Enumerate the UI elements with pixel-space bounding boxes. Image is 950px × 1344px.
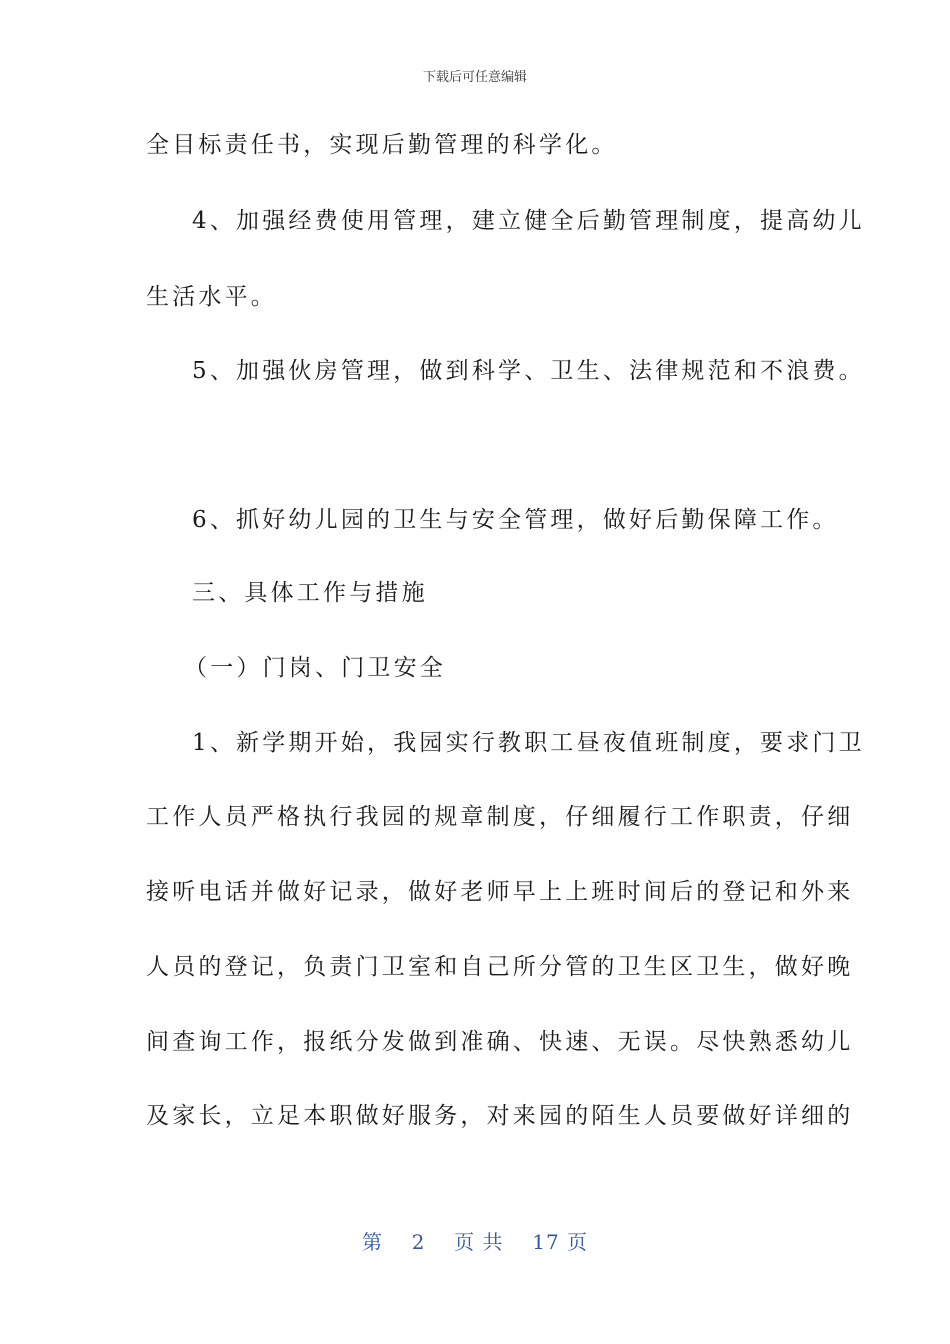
footer-total-pages: 17	[532, 1230, 560, 1254]
body-line: 生活水平。	[146, 284, 277, 310]
body-line: 人员的登记，负责门卫室和自己所分管的卫生区卫生，做好晚	[146, 954, 854, 980]
page-header-note: 下载后可任意编辑	[422, 70, 527, 85]
page-number-footer	[0, 1226, 950, 1255]
body-line: 接听电话并做好记录，做好老师早上上班时间后的登记和外来	[146, 879, 854, 905]
section-heading: 三、具体工作与措施	[192, 580, 428, 606]
footer-current-page: 2	[411, 1230, 426, 1254]
body-line: 6、抓好幼儿园的卫生与安全管理，做好后勤保障工作。	[192, 507, 839, 533]
footer-suffix: 页	[567, 1230, 589, 1254]
body-line: 全目标责任书，实现后勤管理的科学化。	[146, 132, 618, 158]
footer-prefix: 第	[361, 1230, 383, 1254]
body-line: 1、新学期开始，我园实行教职工昼夜值班制度，要求门卫	[192, 730, 865, 756]
subsection-heading: （一）门岗、门卫安全	[184, 655, 446, 681]
body-line: 及家长，立足本职做好服务，对来园的陌生人员要做好详细的	[146, 1103, 854, 1129]
footer-middle: 页 共	[454, 1230, 504, 1254]
body-line: 间查询工作，报纸分发做到准确、快速、无误。尽快熟悉幼儿	[146, 1029, 854, 1055]
body-line: 5、加强伙房管理，做到科学、卫生、法律规范和不浪费。	[192, 358, 865, 384]
body-line: 4、加强经费使用管理，建立健全后勤管理制度，提高幼儿	[192, 208, 865, 234]
body-line: 工作人员严格执行我园的规章制度，仔细履行工作职责，仔细	[146, 804, 854, 830]
